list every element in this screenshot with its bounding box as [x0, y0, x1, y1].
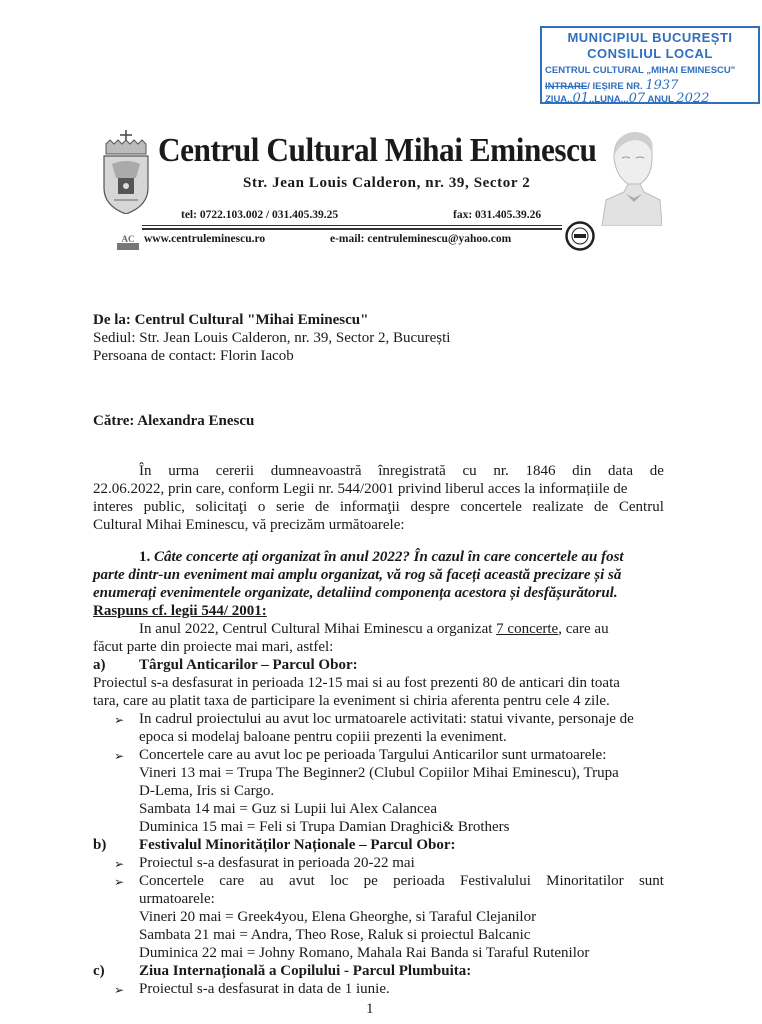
intro-line-1	[139, 462, 664, 480]
institution-title: Centrul Cultural Mihai Eminescu	[158, 132, 597, 169]
question-line-1	[139, 548, 624, 566]
question-line-3: enumerați evenimentele organizate, detaliind componența acestora și desfășurătorul.	[93, 585, 618, 601]
ac-logo-icon	[117, 230, 139, 250]
telephone: tel: 0722.103.002 / 031.405.39.25	[181, 209, 339, 221]
word: Minoritatilor	[546, 873, 624, 889]
arrow-bullet-icon: ➢	[114, 857, 125, 871]
section-c-bullet-1: Proiectul s-a desfasurat in data de 1 iunie.	[139, 981, 390, 997]
word: o	[257, 499, 266, 515]
question-text: Câte concerte ați organizat în anul 2022? În cazul în care concertele au fost	[154, 549, 624, 565]
stamp-line-3: CENTRUL CULTURAL „MIHAI EMINESCU"	[545, 65, 736, 76]
word: Concertele	[139, 873, 204, 889]
stamp-line-2: CONSILIUL LOCAL	[587, 46, 713, 61]
arrow-bullet-icon: ➢	[114, 713, 125, 727]
word: perioada	[393, 873, 445, 889]
word: au	[259, 873, 274, 889]
section-b-friday: Vineri 20 mai = Greek4you, Elena Gheorghe, si Taraful Clejanilor	[139, 909, 537, 925]
registration-stamp	[540, 26, 760, 104]
section-b-bullet-2-line-2: urmatoarele:	[139, 891, 215, 907]
word: informaţii	[339, 499, 400, 515]
word: din	[572, 463, 592, 479]
question-number: 1.	[139, 549, 151, 565]
section-c-letter: c)	[93, 963, 105, 979]
section-b-bullet-1: Proiectul s-a desfasurat in perioada 20-22 mai	[139, 855, 415, 871]
word: înregistrată	[378, 463, 446, 479]
section-c-title: Ziua Internațională a Copilului - Parcul Plumbuita:	[139, 963, 472, 979]
stamp-date-line	[545, 91, 709, 106]
arrow-bullet-icon: ➢	[114, 983, 125, 997]
mihai-eminescu-portrait-icon	[600, 128, 662, 226]
word: sunt	[638, 873, 664, 889]
answer-heading: Raspuns cf. legii 544/ 2001:	[93, 603, 267, 619]
page-number: 1	[366, 1001, 374, 1017]
letterhead-divider	[142, 225, 562, 226]
stamp-intrare: INTRARE	[545, 81, 588, 92]
concert-count: 7 concerte	[496, 621, 559, 637]
section-a-letter: a)	[93, 657, 106, 673]
word: pe	[363, 873, 378, 889]
intro-line-2: 22.06.2022, prin care, conform Legii nr. 544/2001 privind liberul acces la informațiile de	[93, 481, 628, 497]
word: de	[315, 499, 330, 515]
fax: fax: 031.405.39.26	[453, 209, 542, 221]
stamp-ziua-label: ZIUA..	[545, 94, 573, 105]
arrow-bullet-icon: ➢	[114, 749, 125, 763]
intro-line-3	[93, 498, 664, 516]
section-b-letter: b)	[93, 837, 107, 853]
section-a-paragraph-1: Proiectul s-a desfasurat in perioada 12-15 mai si au fost prezenti 80 de anticari din toata	[93, 675, 620, 691]
section-a-friday-line-1: Vineri 13 mai = Trupa The Beginner2 (Clubul Copiilor Mihai Eminescu), Trupa	[139, 765, 619, 781]
word: nr.	[493, 463, 509, 479]
word: despre	[410, 499, 450, 515]
section-a-bullet-2: Concertele care au avut loc pe perioada Targului Anticarilor sunt urmatoarele:	[139, 747, 607, 763]
word: serie	[276, 499, 305, 515]
word: concertele	[460, 499, 522, 515]
sender-from: De la: Centrul Cultural "Mihai Eminescu"	[93, 312, 369, 328]
word: urma	[168, 463, 200, 479]
word: data	[608, 463, 634, 479]
word: realizate	[532, 499, 584, 515]
recipient: Către: Alexandra Enescu	[93, 413, 255, 429]
word: de	[649, 463, 664, 479]
round-seal-icon	[565, 221, 595, 251]
stamp-number: 1937	[645, 78, 679, 93]
word: dumneavoastră	[270, 463, 362, 479]
stamp-line-1: MUNICIPIUL BUCUREȘTI	[567, 30, 733, 45]
sender-contact: Persoana de contact: Florin Iacob	[93, 348, 294, 364]
word: În	[139, 463, 152, 479]
answer-line-1	[139, 620, 609, 638]
word: de	[594, 499, 609, 515]
section-a-title: Târgul Anticarilor – Parcul Obor:	[139, 657, 358, 673]
stamp-year: 2022	[676, 91, 710, 106]
bucharest-coat-of-arms-icon	[100, 130, 152, 214]
sender-seat: Sediul: Str. Jean Louis Calderon, nr. 39, Sector 2, București	[93, 330, 451, 346]
arrow-bullet-icon: ➢	[114, 875, 125, 889]
institution-address: Str. Jean Louis Calderon, nr. 39, Sector 2	[243, 175, 531, 191]
answer-text-end: , care au	[558, 621, 609, 637]
section-b-saturday: Sambata 21 mai = Andra, Theo Rose, Raluk si proiectul Balcanic	[139, 927, 531, 943]
stamp-luna-label: ..LUNA...	[589, 94, 629, 105]
word: loc	[330, 873, 349, 889]
word: Festivalului	[460, 873, 531, 889]
word: interes	[93, 499, 133, 515]
section-a-bullet-1-line-2: epoca si modelaj baloane pentru copiii prezenti la eveniment.	[139, 729, 507, 745]
stamp-day: 01	[572, 91, 589, 106]
section-b-bullet-2-line-1	[139, 872, 664, 890]
section-a-sunday: Duminica 15 mai = Feli si Trupa Damian Draghici& Brothers	[139, 819, 510, 835]
word: cererii	[215, 463, 255, 479]
intro-line-4: Cultural Mihai Eminescu, vă precizăm următoarele:	[93, 517, 405, 533]
section-b-sunday: Duminica 22 mai = Johny Romano, Mahala Rai Banda si Taraful Rutenilor	[139, 945, 590, 961]
word: public,	[143, 499, 185, 515]
word: cu	[462, 463, 477, 479]
section-a-bullet-1-line-1: In cadrul proiectului au avut loc urmatoarele activitati: statui vivante, personaje de	[139, 711, 634, 727]
answer-text: In anul 2022, Centrul Cultural Mihai Eminescu a organizat	[139, 621, 493, 637]
word: avut	[288, 873, 315, 889]
ac-logo-text: AC	[121, 234, 135, 244]
website-link[interactable]: www.centruleminescu.ro	[144, 233, 266, 245]
letterhead-divider-thick	[142, 228, 562, 230]
section-a-saturday: Sambata 14 mai = Guz si Lupii lui Alex Calancea	[139, 801, 437, 817]
word: 1846	[525, 463, 556, 479]
stamp-anul-label: ANUL	[647, 94, 674, 105]
section-a-paragraph-2: tara, care au platit taxa de participare la eveniment si chiria aferenta pentru cele 4 zile.	[93, 693, 610, 709]
question-line-2: parte dintr-un eveniment mai amplu organizat, vă rog să faceți această precizare și să	[93, 567, 622, 583]
email-link[interactable]: e-mail: centruleminescu@yahoo.com	[330, 233, 512, 245]
section-b-title: Festivalul Minorităților Naționale – Parcul Obor:	[139, 837, 456, 853]
stamp-iesire-label: / IEȘIRE NR.	[587, 81, 643, 92]
section-a-friday-line-2: D-Lema, Iris si Cargo.	[139, 783, 275, 799]
word: Centrul	[618, 499, 664, 515]
word: solicitaţi	[195, 499, 248, 515]
answer-line-2: făcut parte din proiecte mai mari, astfel:	[93, 639, 334, 655]
word: care	[219, 873, 245, 889]
stamp-month: 07	[628, 91, 646, 106]
